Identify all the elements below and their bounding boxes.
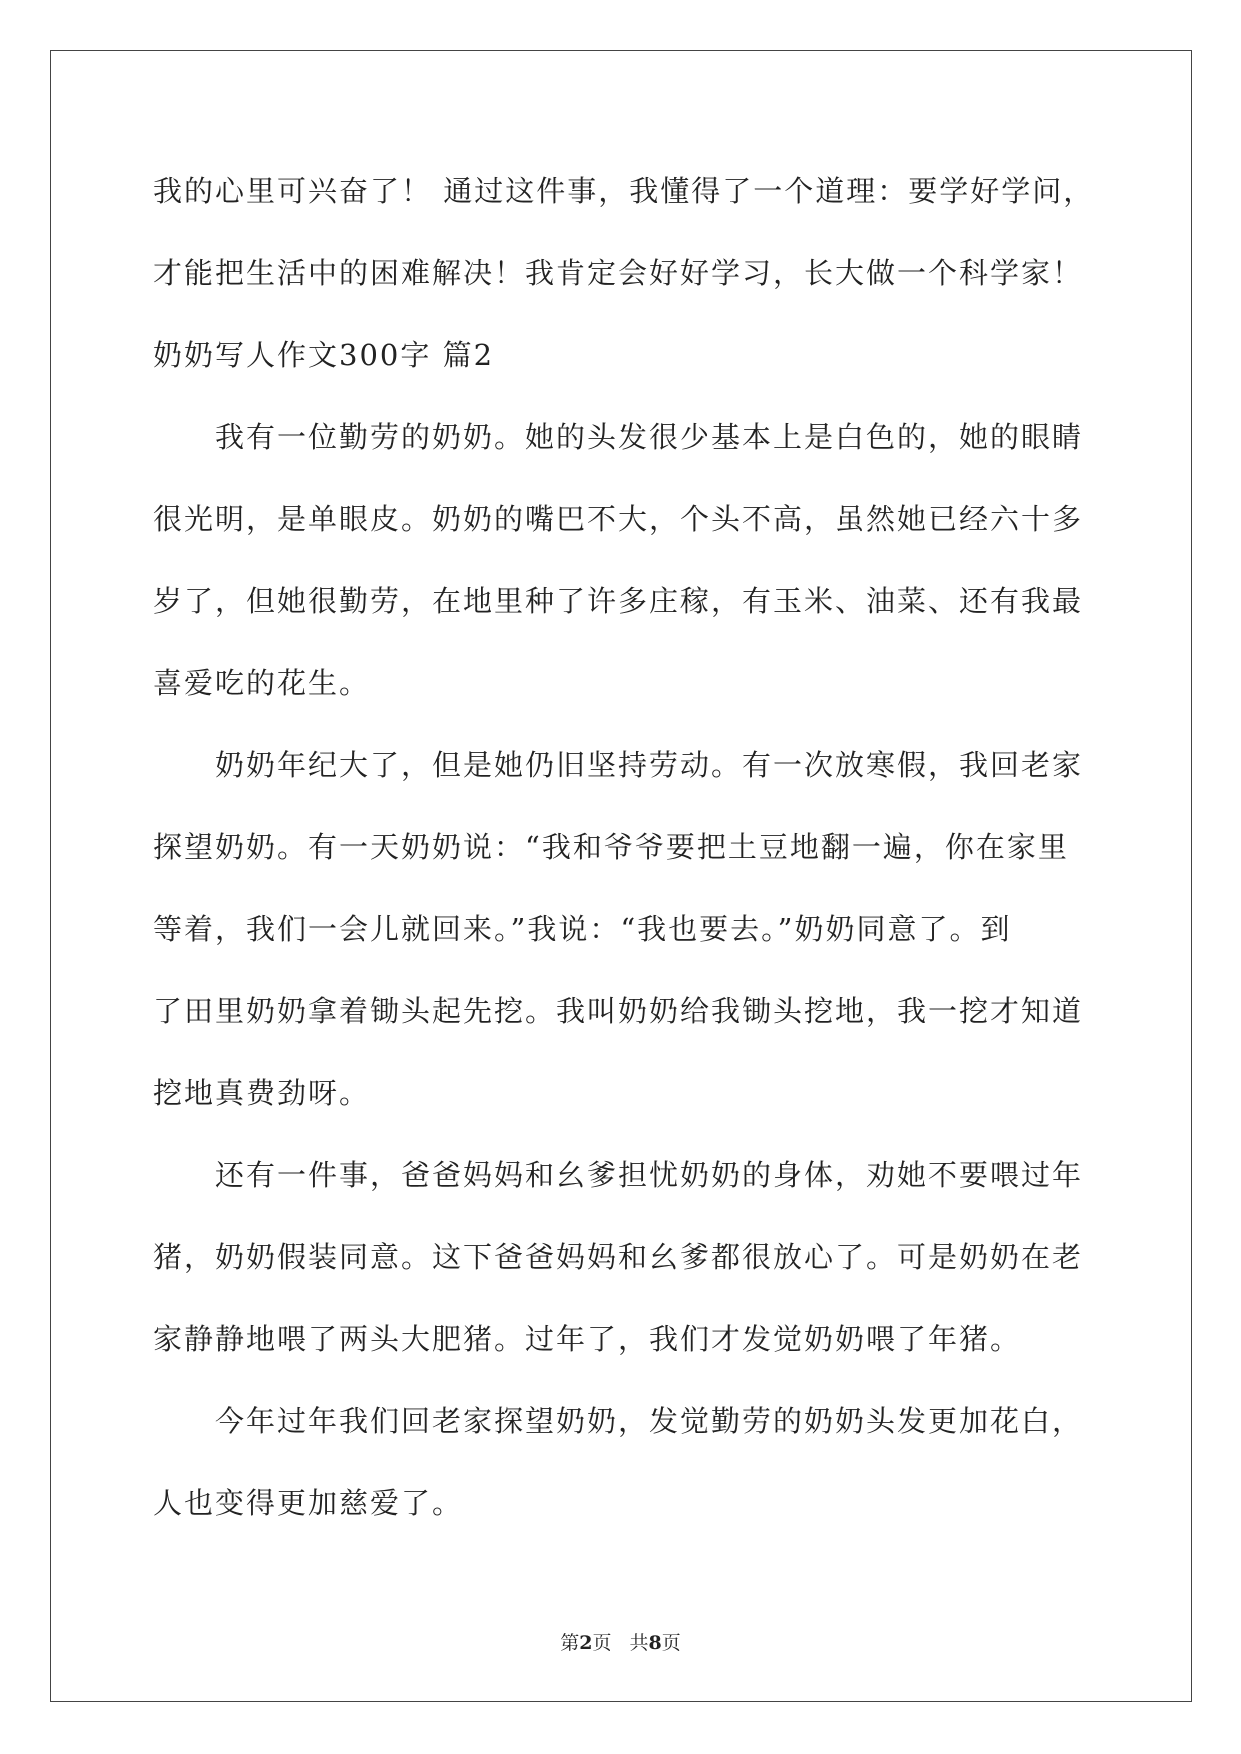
footer-total-pages: 8 [648, 1632, 662, 1654]
footer-total-suffix: 页 [661, 1632, 681, 1654]
page-footer [0, 1628, 1241, 1655]
text-line: 还有一件事，爸爸妈妈和幺爹担忧奶奶的身体，劝她不要喂过年 [215, 1158, 1084, 1192]
footer-page-suffix: 页 [592, 1632, 612, 1654]
document-body [153, 150, 1093, 1544]
text-line: 今年过年我们回老家探望奶奶，发觉勤劳的奶奶头发更加花白， [215, 1404, 1084, 1438]
text-line: 我的心里可兴奋了！ 通过这件事，我懂得了一个道理：要学好学问， [153, 174, 1095, 208]
section-heading: 奶奶写人作文300字 篇2 [153, 338, 495, 372]
text-line: 了田里奶奶拿着锄头起先挖。我叫奶奶给我锄头挖地，我一挖才知道 [153, 994, 1084, 1028]
text-line: 我有一位勤劳的奶奶。她的头发很少基本上是白色的，她的眼睛 [215, 420, 1084, 454]
footer-total-prefix: 共 [629, 1632, 649, 1654]
text-line: 奶奶年纪大了，但是她仍旧坚持劳动。有一次放寒假，我回老家 [215, 748, 1084, 782]
text-line: 猪，奶奶假装同意。这下爸爸妈妈和幺爹都很放心了。可是奶奶在老 [153, 1240, 1084, 1274]
footer-page-prefix: 第 [560, 1632, 580, 1654]
text-line: 人也变得更加慈爱了。 [153, 1486, 464, 1520]
text-line: 等着，我们一会儿就回来。”我说：“我也要去。”奶奶同意了。到 [153, 912, 1012, 946]
text-line: 岁了，但她很勤劳，在地里种了许多庄稼，有玉米、油菜、还有我最 [153, 584, 1084, 618]
text-line: 喜爱吃的花生。 [153, 666, 371, 700]
text-line: 很光明，是单眼皮。奶奶的嘴巴不大，个头不高，虽然她已经六十多 [153, 502, 1084, 536]
text-line: 才能把生活中的困难解决！我肯定会好好学习，长大做一个科学家！ [153, 256, 1084, 290]
footer-page-number: 2 [579, 1632, 593, 1654]
text-line: 家静静地喂了两头大肥猪。过年了，我们才发觉奶奶喂了年猪。 [153, 1322, 1022, 1356]
text-line: 探望奶奶。有一天奶奶说：“我和爷爷要把土豆地翻一遍，你在家里 [153, 830, 1069, 864]
text-line: 挖地真费劲呀。 [153, 1076, 371, 1110]
